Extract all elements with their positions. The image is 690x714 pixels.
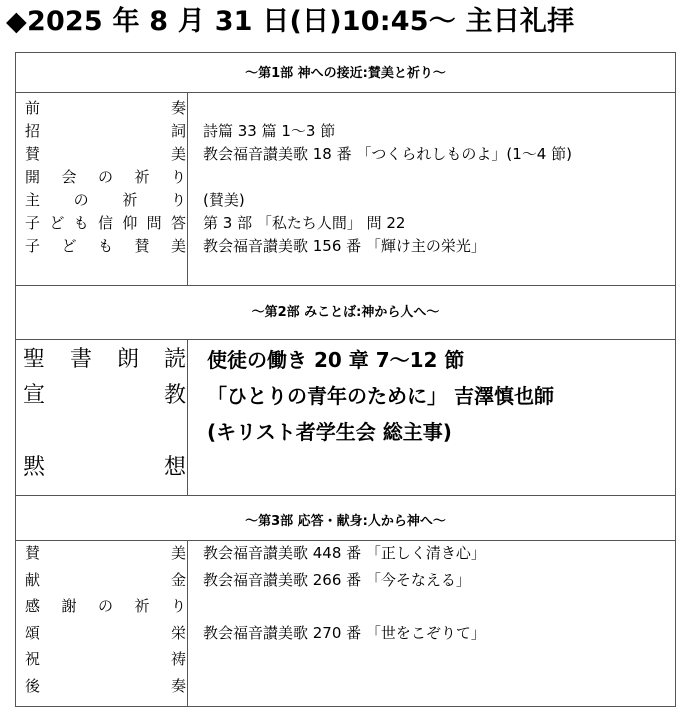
row-label (25, 569, 186, 592)
label-char: 詞 (170, 122, 186, 140)
row-text: 第 3 部 「私たち人間」 問 22 (203, 214, 406, 232)
label-char: 賛 (25, 544, 41, 562)
label-char: 仰 (122, 214, 138, 232)
program-table (15, 52, 676, 707)
label-char: 朗 (116, 347, 139, 372)
row-text: (キリスト者学生会 総主事) (207, 420, 452, 444)
column-divider (187, 92, 188, 285)
divider (16, 495, 675, 496)
label-char: 想 (163, 455, 186, 480)
label-char: 信 (97, 214, 113, 232)
row-label (25, 212, 186, 235)
label-char: 頌 (25, 623, 41, 642)
label-char: 主 (25, 191, 41, 209)
row-label (25, 166, 186, 189)
row-label (23, 378, 186, 414)
row-label (25, 97, 186, 120)
label-char: 教 (163, 383, 186, 408)
row-text: 「ひとりの青年のために」 吉澤慎也師 (207, 384, 554, 408)
label-char: 問 (146, 214, 162, 232)
label-char: も (97, 237, 113, 255)
label-char: 奏 (170, 676, 186, 695)
label-char: 祝 (25, 650, 41, 668)
row-text: 教会福音讃美歌 448 番 「正しく清き心」 (203, 544, 486, 562)
label-char: 聖 (23, 347, 46, 372)
label-char: 祈 (122, 191, 138, 209)
row-label (25, 120, 186, 143)
label-char: 美 (170, 237, 186, 255)
row-label (25, 595, 186, 618)
label-char: 栄 (170, 623, 186, 642)
row-label (25, 648, 186, 671)
divider (16, 339, 675, 340)
column-divider (187, 339, 188, 495)
part3-header: ～第3部 応答・献身:人から神へ～ (245, 514, 446, 529)
label-char: も (73, 214, 89, 232)
row-label (25, 622, 186, 645)
row-text: (賛美) (203, 191, 245, 209)
label-char: 金 (170, 570, 186, 589)
label-char: 美 (170, 145, 186, 163)
row-text: 詩篇 33 篇 1～3 節 (203, 122, 336, 140)
divider (16, 92, 675, 93)
label-char: の (73, 191, 89, 209)
label-char: 謝 (61, 597, 77, 615)
label-char: 答 (170, 214, 186, 232)
label-char: 祷 (170, 650, 186, 668)
row-label (23, 342, 186, 378)
row-text: 使徒の働き 20 章 7～12 節 (207, 348, 465, 372)
label-char: の (97, 168, 113, 186)
row-label (23, 450, 186, 486)
label-char: 黙 (23, 455, 46, 480)
page-title: ◆2025 年 8 月 31 日(日)10:45～ 主日礼拝 (6, 6, 575, 37)
label-char: 開 (25, 168, 41, 186)
label-char: り (170, 191, 186, 209)
label-char: 宣 (23, 383, 46, 408)
label-char: 献 (25, 570, 41, 589)
label-char: 賛 (134, 237, 150, 255)
divider (16, 540, 675, 541)
label-char: 祈 (134, 597, 150, 615)
label-char: 会 (61, 168, 77, 186)
label-char: 賛 (25, 145, 41, 163)
row-text: 教会福音讃美歌 270 番 「世をこぞりて」 (203, 623, 486, 642)
row-label (25, 235, 186, 258)
label-char: り (170, 597, 186, 615)
divider (16, 285, 675, 286)
label-char: り (170, 168, 186, 186)
label-char: 書 (69, 347, 92, 372)
row-text: 教会福音讃美歌 266 番 「今そなえる」 (203, 570, 471, 589)
row-label (23, 414, 186, 450)
row-label (25, 675, 186, 698)
column-divider (187, 540, 188, 706)
row-label (25, 189, 186, 212)
row-label (25, 143, 186, 166)
label-char: ど (61, 237, 77, 255)
label-char: 子 (25, 237, 41, 255)
label-char: 祈 (134, 168, 150, 186)
label-char: 読 (163, 347, 186, 372)
label-char: 感 (25, 597, 41, 615)
label-char: 奏 (170, 99, 186, 117)
label-char: 後 (25, 676, 41, 695)
row-text: 教会福音讃美歌 156 番 「輝け主の栄光」 (203, 237, 486, 255)
row-text: 教会福音讃美歌 18 番 「つくられしものよ」(1～4 節) (203, 145, 572, 163)
part2-header: ～第2部 みことば:神から人へ～ (251, 305, 440, 320)
label-char: 招 (25, 122, 41, 140)
row-label (25, 542, 186, 565)
part1-header: ～第1部 神への接近:賛美と祈り～ (245, 66, 446, 81)
label-char: 前 (25, 99, 41, 117)
label-char: 子 (25, 214, 41, 232)
label-char: の (97, 597, 113, 615)
label-char: 美 (170, 544, 186, 562)
label-char: ど (49, 214, 65, 232)
